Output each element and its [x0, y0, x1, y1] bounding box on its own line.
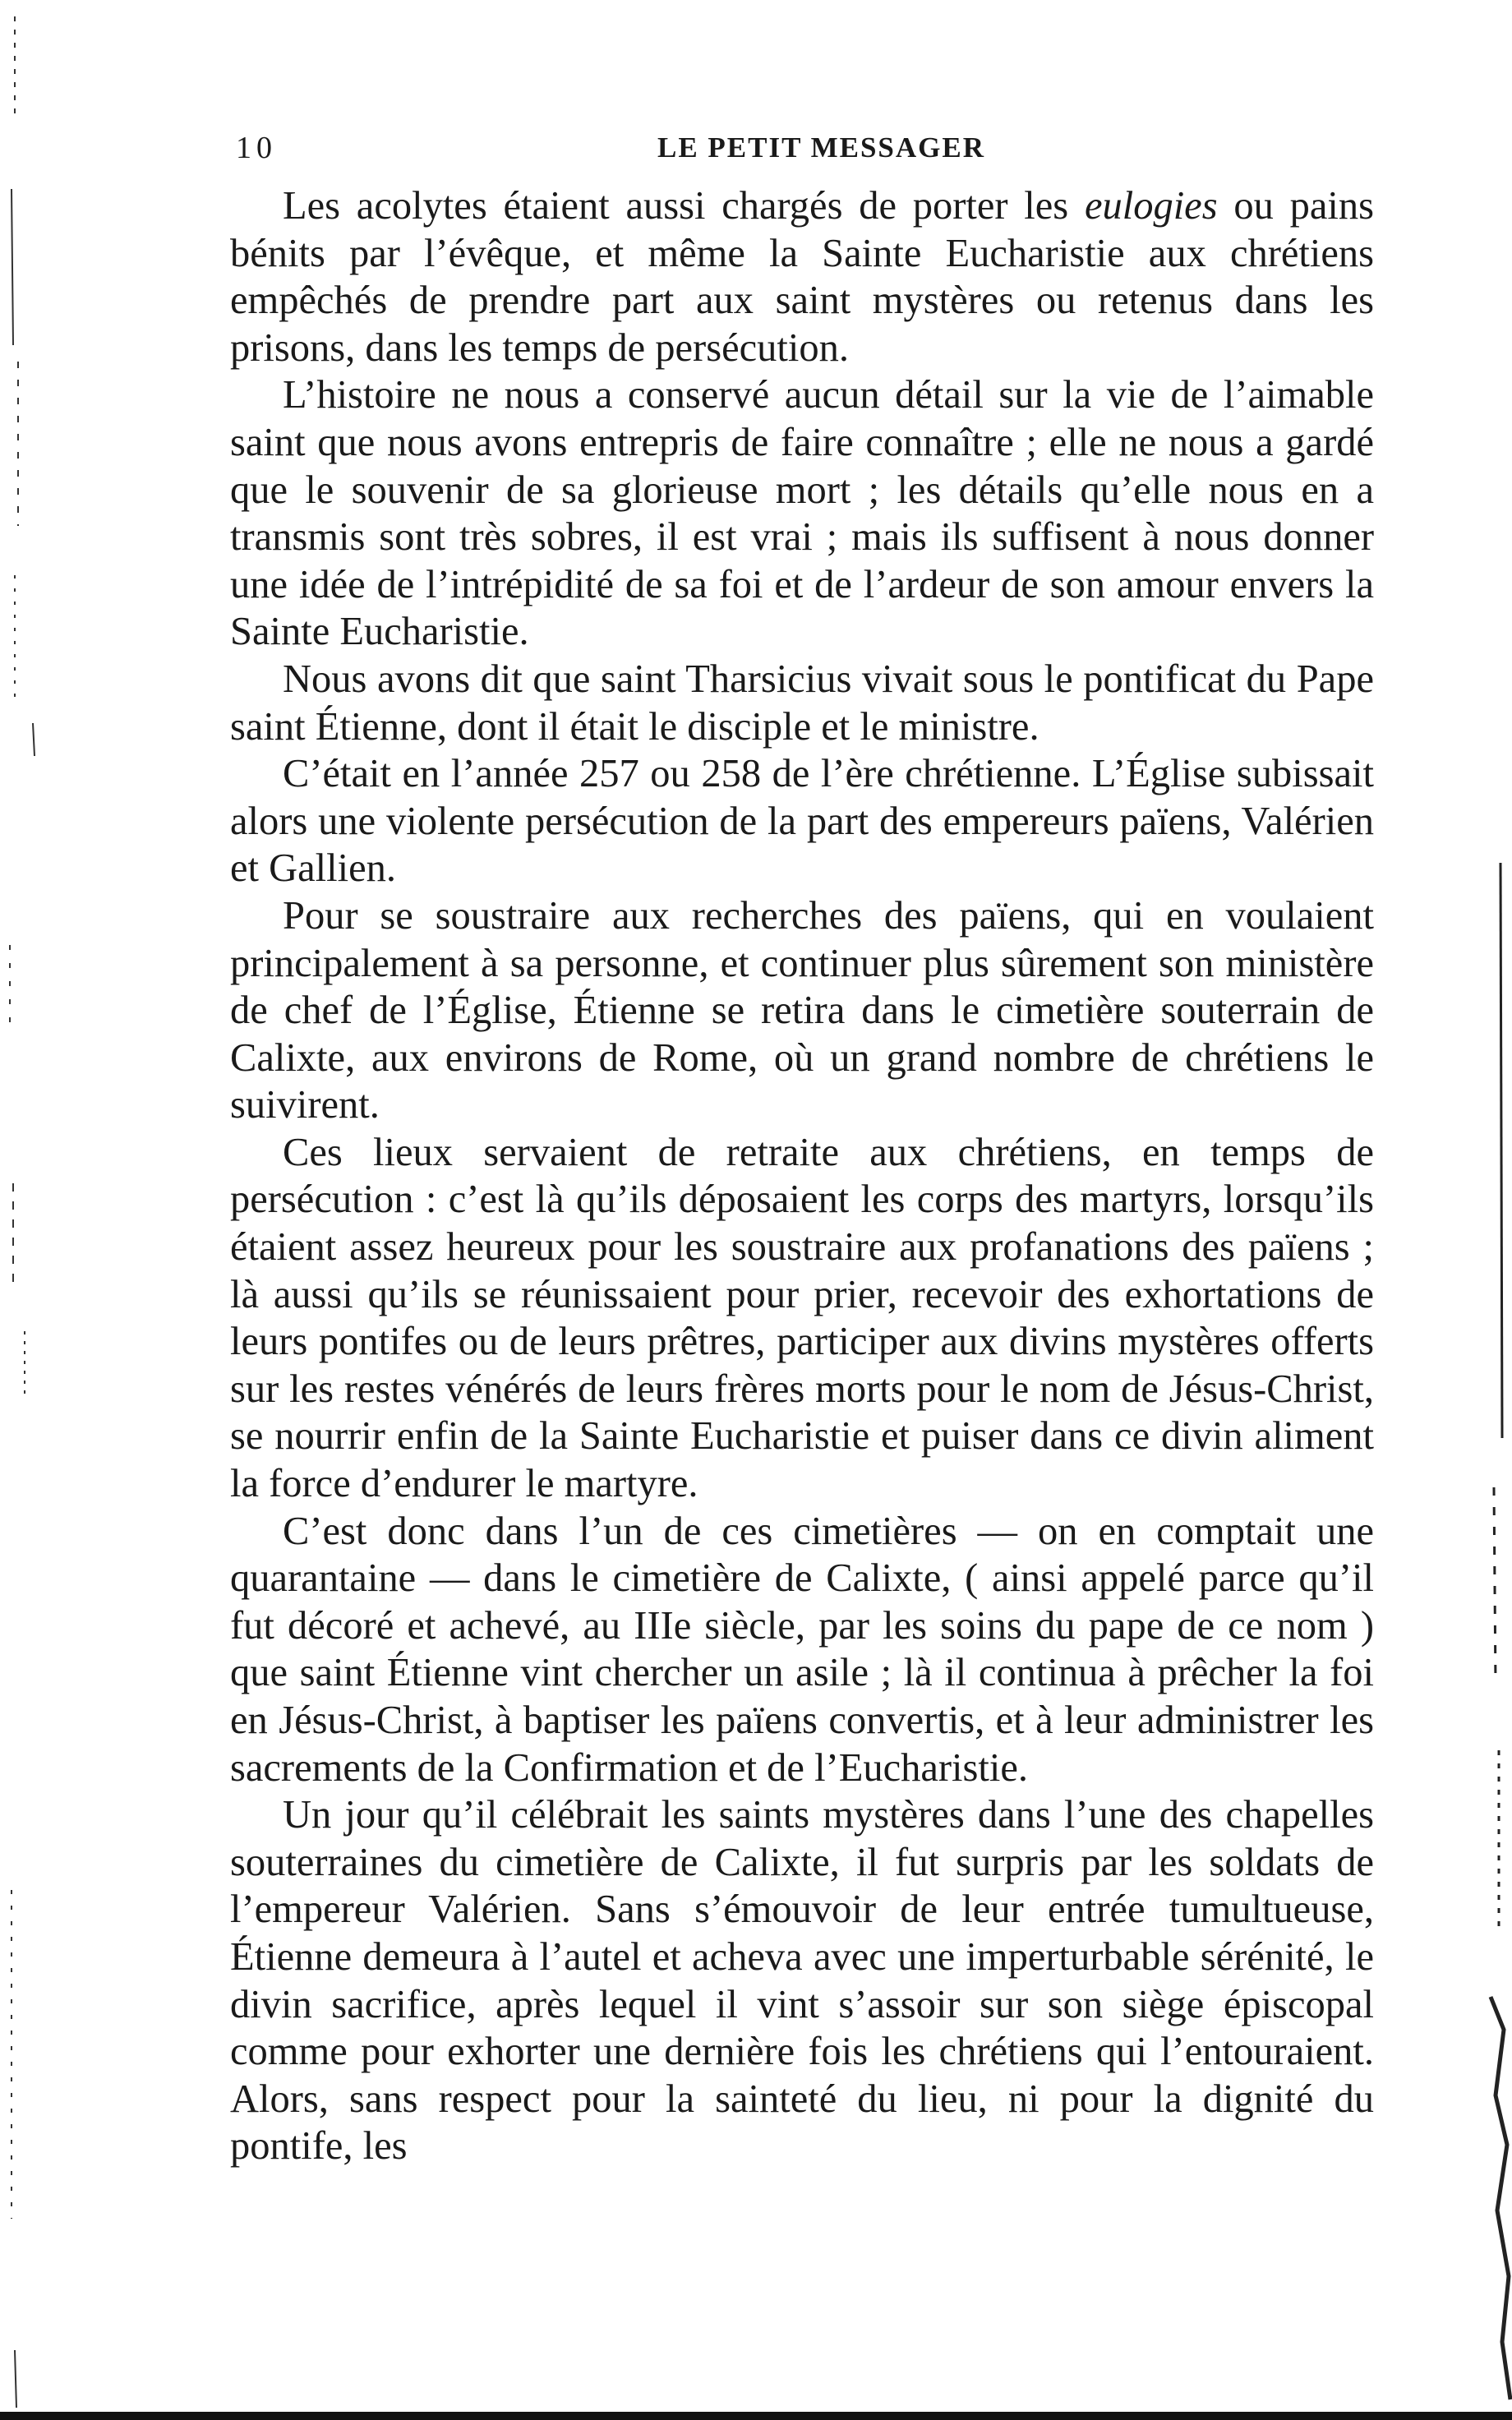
paragraph-4: C’était en l’année 257 ou 258 de l’ère chrétienne. L’Église subissait alors une violente persécution de la part des empereurs païens, Valérien et Gallien.: [230, 752, 1374, 891]
scan-edge-right: [1479, 863, 1512, 2420]
page-number: 10: [236, 131, 277, 165]
paragraph-8: Un jour qu’il célébrait les saints mystères dans l’une des chapelles souterraines du cimetière de Calixte, il fut surpris par les soldats de l’empereur Valérien. Sans s’émouvoir de leur entrée tumultueuse, Étienne demeura à l’autel et acheva avec une imperturbable sérénité, le divin sacrifice, après lequel il vint s’assoir sur son siège épiscopal comme pour exhorter une dernière fois les chrétiens qui l’entouraient. Alors, sans respect pour la sainteté du lieu, ni pour la dignité du pontife, les: [230, 1793, 1374, 2169]
scan-edge-bottom: [0, 2404, 1512, 2420]
scan-edge-left: [0, 0, 49, 2420]
paragraph-2: L’histoire ne nous a conservé aucun détail sur la vie de l’aimable saint que nous avons entrepris de faire connaître ; elle ne nous a gardé que le souvenir de sa glorieuse mort ; les détails qu’elle nous en a transmis sont très sobres, il est vrai ; mais ils suffisent à nous donner une idée de l’intrépidité de sa foi et de l’ardeur de son amour envers la Sainte Eucharistie.: [230, 373, 1374, 654]
body-text: [230, 182, 1374, 2170]
page-header: [236, 130, 1374, 179]
running-title: LE PETIT MESSAGER: [657, 131, 986, 164]
paragraph-5: Pour se soustraire aux recherches des païens, qui en voulaient principalement à sa personne, et continuer plus sûrement son ministère de chef de l’Église, Étienne se retira dans le cimetière souterrain de Calixte, aux environs de Rome, où un grand nombre de chrétiens le suivirent.: [230, 893, 1374, 1127]
paragraph-1: [230, 182, 1374, 371]
paragraph-1-end: ou pains bénits par l’évêque, et même la Sainte Eucharistie aux chrétiens empêchés de prendre part aux saint mystères ou retenus dans les prisons, dans les temps de persécution.: [230, 184, 1374, 370]
paragraph-1-start: Les acolytes étaient aussi chargés de porter les: [283, 184, 1085, 228]
paragraph-3: Nous avons dit que saint Tharsicius vivait sous le pontificat du Pape saint Étienne, dont il était le disciple et le ministre.: [230, 657, 1374, 749]
paragraph-7: C’est donc dans l’un de ces cimetières — on en comptait une quarantaine — dans le cimetière de Calixte, ( ainsi appelé parce qu’il fut décoré et achevé, au IIIe siècle, par les soins du pape de ce nom ) que saint Étienne vint chercher un asile ; là il continua à prêcher la foi en Jésus-Christ, à baptiser les païens convertis, et à leur administrer les sacrements de la Confirmation et de l’Eucharistie.: [230, 1509, 1374, 1790]
paragraph-6: Ces lieux servaient de retraite aux chrétiens, en temps de persécution : c’est là qu’ils déposaient les corps des martyrs, lorsqu’ils étaient assez heureux pour les soustraire aux profanations des païens ; là aussi qu’ils se réunissaient pour prier, recevoir des exhortations de leurs pontifes ou de leurs prêtres, participer aux divins mystères offerts sur les restes vénérés de leurs frères morts pour le nom de Jésus-Christ, se nourrir enfin de la Sainte Eucharistie et puiser dans ce divin aliment la force d’endurer le martyre.: [230, 1130, 1374, 1506]
eulogies-italic-word: eulogies: [1084, 184, 1218, 228]
